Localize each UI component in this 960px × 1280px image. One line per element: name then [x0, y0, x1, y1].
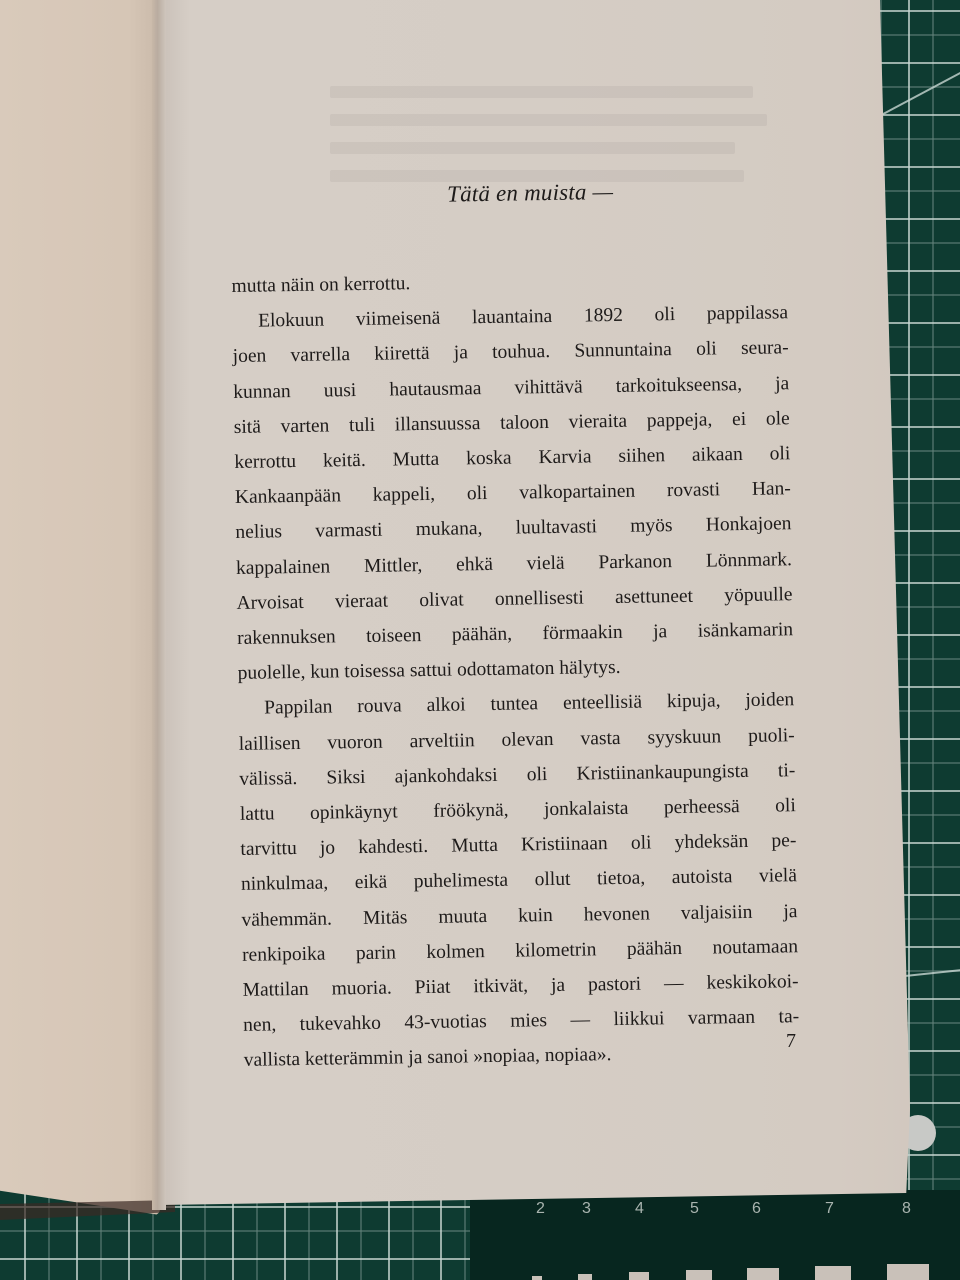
text-line: vähemmän. Mitäs muuta kuin hevonen valjaisiin ja [241, 900, 798, 931]
text-line: kerrottu keitä. Mutta koska Karvia siihen aikaan oli [234, 443, 791, 473]
left-page [0, 0, 160, 1215]
ruler-number: 6 [752, 1200, 761, 1217]
text-line: nen, tukevahko 43-vuotias mies — liikkui varmaan ta- [243, 1006, 800, 1037]
ruler-block [686, 1270, 712, 1280]
running-title: Tätä en muista — [446, 178, 614, 207]
page-text [230, 176, 814, 1079]
text-line: vallista ketterämmin ja sanoi »nopiaa, nopiaa». [243, 1044, 612, 1072]
text-line: Mattilan muoria. Piiat itkivät, ja pastori — keskikokoi- [242, 971, 799, 1001]
ruler-number: 7 [825, 1200, 834, 1217]
ruler-size-blocks [470, 1255, 960, 1280]
paragraph [238, 682, 814, 1078]
text-line: sitä varten tuli illansuussa taloon vieraita pappeja, ei ole [233, 408, 790, 438]
text-line: ninkulmaa, eikä puhelimesta ollut tietoa, autoista vielä [240, 865, 798, 896]
book-gutter [152, 0, 166, 1210]
ruler-block [887, 1264, 929, 1280]
text-line: Arvoisat vieraat olivat onnellisesti asettuneet yöpuulle [236, 584, 793, 614]
text-line: kunnan uusi hautausmaa vihittävä tarkoitukseensa, ja [233, 372, 790, 403]
ruler-number: 3 [582, 1200, 591, 1217]
ruler-number: 8 [902, 1200, 911, 1217]
ruler-block [578, 1274, 592, 1280]
text-line: kappalainen Mittler, ehkä vielä Parkanon Lönnmark. [235, 548, 793, 579]
ruler-block [815, 1266, 851, 1280]
text-line: lattu opinkäynyt fröökynä, jonkalaista perheessä oli [239, 795, 796, 825]
text-line: välissä. Siksi ajankohdaksi oli Kristiinankaupungista ti- [239, 760, 796, 790]
text-line: renkipoika parin kolmen kilometrin päähän noutamaan [241, 936, 799, 966]
text-line: nelius varmasti mukana, luultavasti myös Honkajoen [235, 513, 792, 544]
ruler-number: 4 [635, 1200, 644, 1217]
text-line: Elokuun viimeisenä lauantaina 1892 oli pappilassa [257, 302, 789, 332]
ruler-block [532, 1276, 542, 1280]
ruler-number: 2 [536, 1200, 545, 1217]
text-line: puolelle, kun toisessa sattui odottamaton hälytys. [237, 657, 621, 685]
paragraph [232, 295, 808, 691]
ruler-number: 5 [690, 1200, 699, 1217]
text-line: laillisen vuoron arveltiin olevan vasta syyskuun puoli- [238, 724, 795, 755]
text-line: Kankaanpään kappeli, oli valkopartainen rovasti Han- [234, 478, 792, 509]
text-line: rakennuksen toiseen päähän, förmaakin ja isänkamarin [236, 619, 794, 649]
page-number: 7 [786, 1030, 796, 1052]
text-line: tarvittu jo kahdesti. Mutta Kristiinaan oli yhdeksän pe- [240, 830, 797, 861]
text-line: Pappilan rouva alkoi tuntea enteellisiä kipuja, joiden [264, 689, 795, 719]
text-line: mutta näin on kerrottu. [231, 273, 411, 297]
text-line: joen varrella kiirettä ja touhua. Sunnuntaina oli seura- [232, 337, 789, 368]
ruler-block [629, 1272, 649, 1280]
ruler-block [747, 1268, 779, 1280]
ruler-numbers [470, 1200, 960, 1230]
